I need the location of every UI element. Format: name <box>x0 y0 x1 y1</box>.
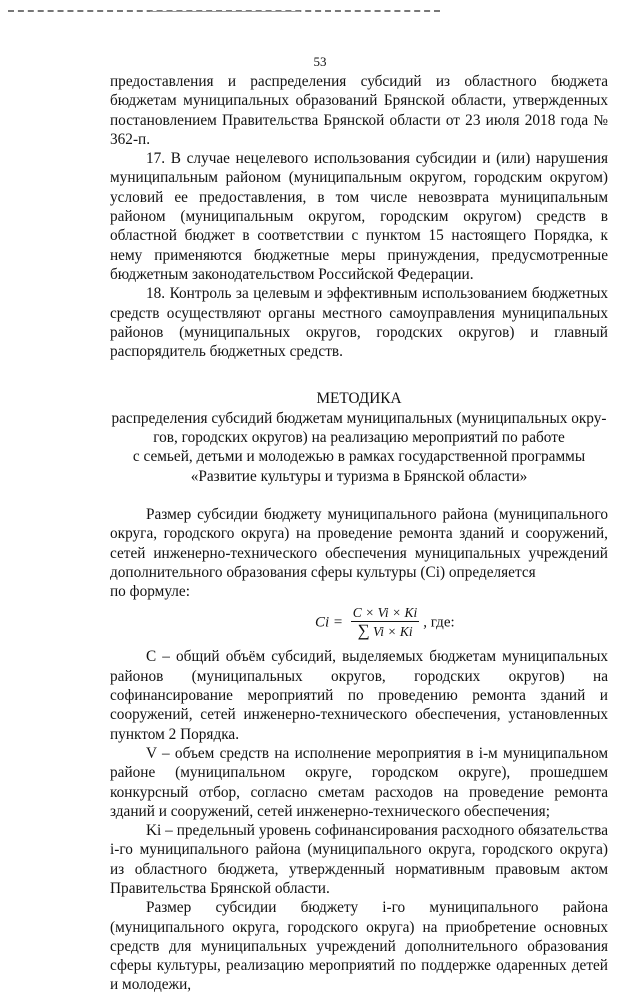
paragraph-item-17: 17. В случае нецелевого использования субсидии и (или) нарушения муниципальным районом (муниципальным округом, городским округом) условий ее предоставления, в том числе невозврата муниципальным районом (муниципальным округом, городским округом) средств в областной бюджет в соответствии с пунктом 15 настоящего Порядка, к нему применяются бюджетные меры принуждения, предусмотренные бюджетным законодательством Российской Федерации. <box>110 150 608 283</box>
definition-ki: Ki – предельный уровень софинансирования расходного обязательства i-го муниципального района (муниципального округа, городского округа) из областного бюджета, утвержденный нормативным правовым актом Правительства Брянской области. <box>110 822 608 897</box>
intro-paragraph: Размер субсидии бюджету муниципального района (муниципального округа, городского округа) на проведение ремонта зданий и сооружений, сетей инженерно-технического обеспечения муниципальных учреждений дополнительного образования сферы культуры (Ci) определяется <box>110 505 608 581</box>
page-number: 53 <box>313 54 327 69</box>
formula-lead: по формуле: <box>110 583 190 601</box>
sum-symbol: ∑ <box>357 621 370 641</box>
formula-suffix: , где: <box>423 614 455 631</box>
definition-c: С – общий объём субсидий, выделяемых бюджетам муниципальных районов (муниципальных округов, городских округов) на софинансирование мероприятий по проведению ремонта зданий и сооружений, сетей инженерно-технического обеспечения, установленных пунктом 2 Порядка. <box>110 648 608 743</box>
distribution-formula <box>315 605 455 641</box>
closing-paragraph: Размер субсидии бюджету i-го муниципального района (муниципального округа, городского округа) на приобретение основных средств для муниципальных учреждений дополнительного образования сферы культуры, реализацию мероприятий по поддержке одаренных детей и молодежи, <box>110 899 608 994</box>
section-spacer <box>110 361 608 389</box>
method-subtitle-line: с семьей, детьми и молодежью в рамках государственной программы <box>132 448 586 466</box>
method-title: МЕТОДИКА <box>316 390 402 408</box>
document-body <box>110 72 608 995</box>
formula-lhs: Ci = <box>315 614 344 631</box>
formula-denominator: Vi × Ki <box>372 624 413 640</box>
method-subtitle-line: «Развитие культуры и туризма в Брянской области» <box>190 467 528 485</box>
formula-block <box>110 601 608 647</box>
method-subtitle <box>110 409 608 486</box>
paragraph-continuation: предоставления и распределения субсидий из областного бюджета бюджетам муниципальных образований Брянской области, утвержденных постановлением Правительства Брянской области от 23 июля 2018 года № 362-п. <box>110 73 608 148</box>
formula-fraction <box>351 605 419 641</box>
method-subtitle-line: распределения субсидий бюджетам муниципальных (муниципальных окру- <box>111 409 607 427</box>
formula-denominator-wrap <box>351 622 419 641</box>
paragraph-item-18: 18. Контроль за целевым и эффективным использованием бюджетных средств осуществляют органы местного самоуправления муниципальных районов (муниципальных округов, городских округов) и главный распорядитель бюджетных средств. <box>110 285 608 361</box>
method-subtitle-line: гов, городских округов) на реализацию мероприятий по работе <box>153 429 565 447</box>
formula-numerator: C × Vi × Ki <box>352 605 418 621</box>
definition-v: V – объем средств на исполнение мероприятия в i-м муниципальном районе (муниципальном округе, городском округе), прошедшем конкурсный отбор, согласно сметам расходов на проведение ремонта зданий и сооружений, сетей инженерно-технического обеспечения; <box>110 744 608 820</box>
section-spacer <box>110 486 608 505</box>
scan-header-rule-overlay <box>150 11 300 12</box>
